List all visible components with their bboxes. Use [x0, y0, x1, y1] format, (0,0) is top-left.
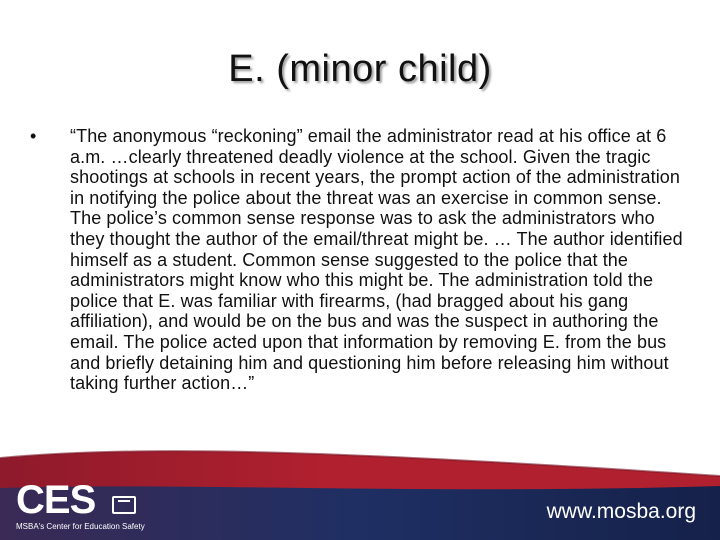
- bullet-marker: •: [30, 126, 37, 146]
- logo-badge-icon: [112, 496, 136, 514]
- ces-logo: CES: [16, 478, 96, 522]
- website-url: www.mosba.org: [546, 500, 696, 523]
- slide-title: E. (minor child): [228, 48, 492, 90]
- logo-subtitle: MSBA's Center for Education Safety: [16, 522, 145, 531]
- bullet-text: “The anonymous “reckoning” email the administrator read at his office at 6 a.m. …clearly threatened deadly violence at the school. Given the tragic shootings at schools in recent years, the prompt action of the administration in notifying the police about the threat was an exercise in common sense. The police’s common sense response was to ask the administrators who they thought the author of the email/threat might be. … The author identified himself as a student. Common sense suggested to the police that the administrators might know who this might be. The administration told the police that E. was familiar with firearms, (had bragged about his gang affiliation), and would be on the bus and was the suspect in authoring the email. The police acted upon that information by removing E. from the bus and briefly detaining him and questioning him before releasing him without taking further action…”: [70, 126, 683, 394]
